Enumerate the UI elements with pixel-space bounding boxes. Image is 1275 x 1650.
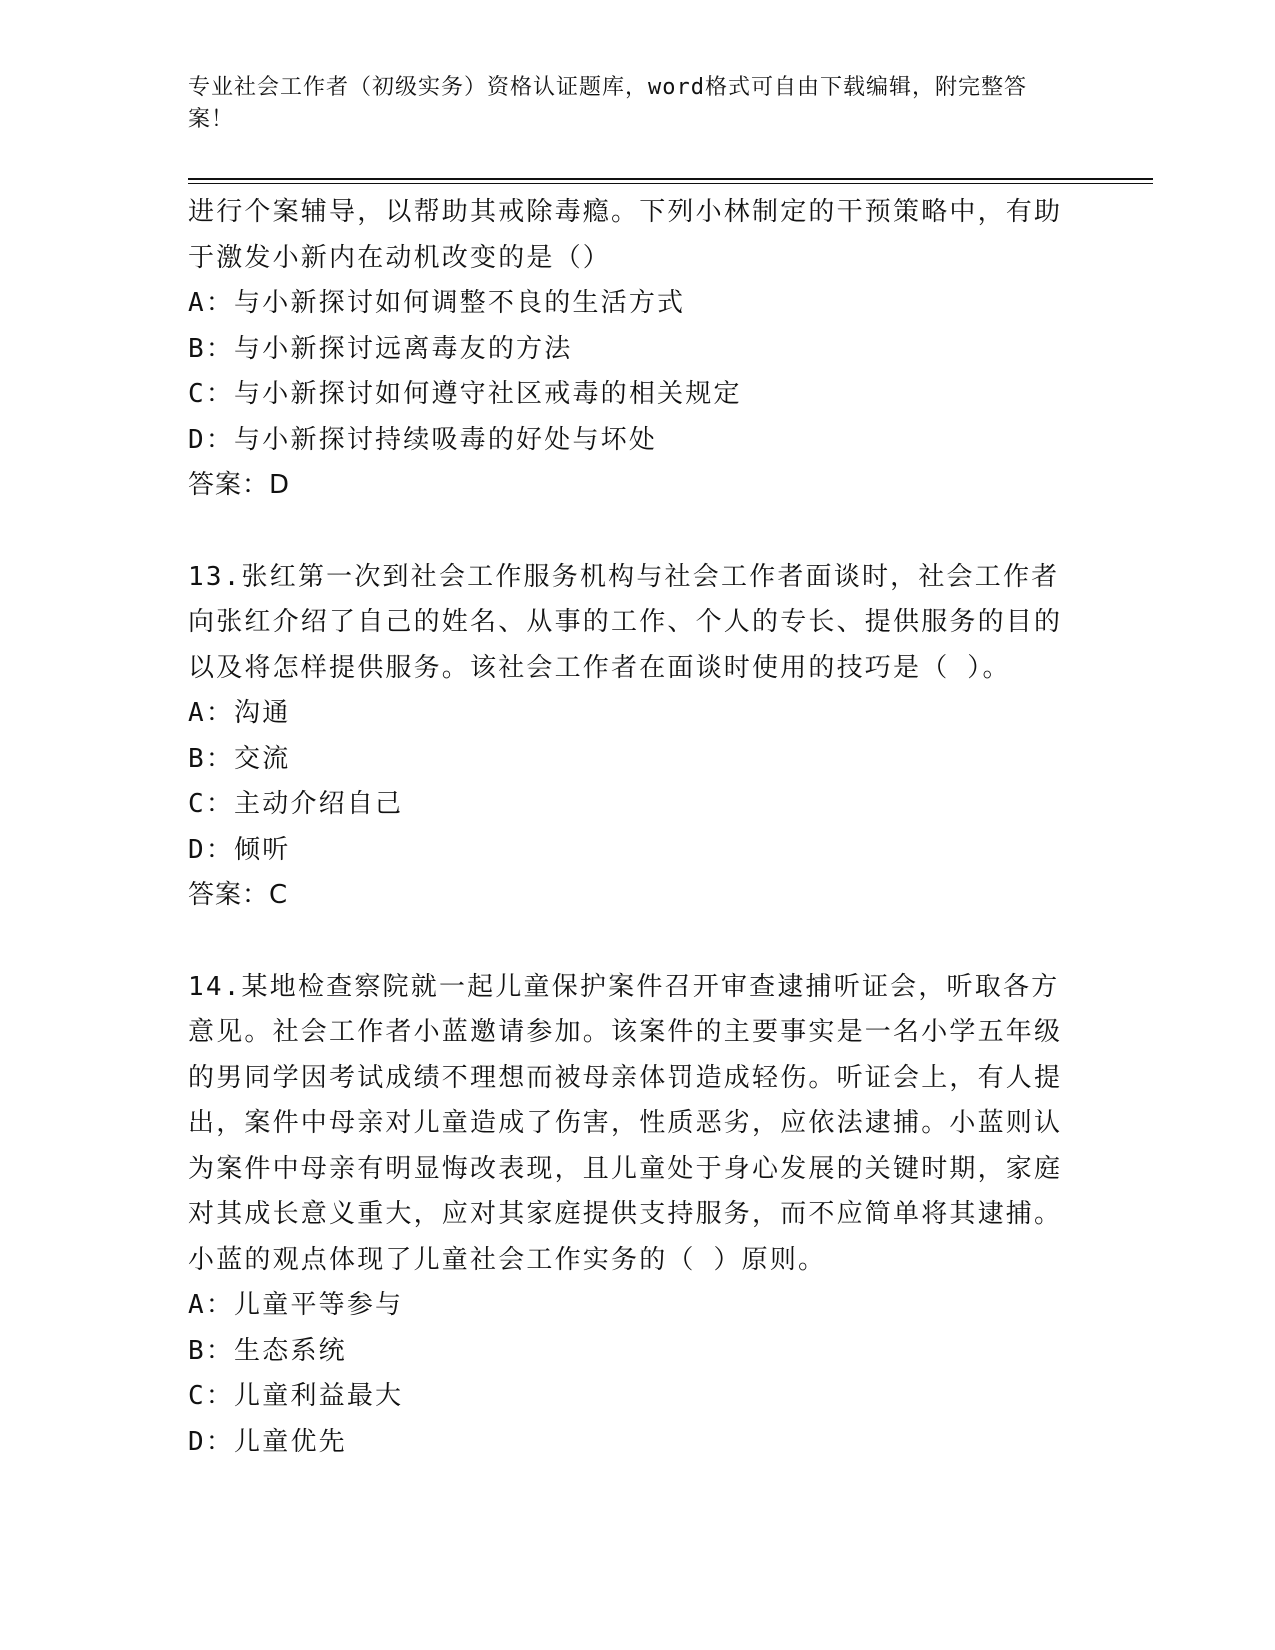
option-c: C：主动介绍自己 [188,789,404,819]
page-header: 专业社会工作者（初级实务）资格认证题库，word格式可自由下载编辑，附完整答案！ [188,75,1027,132]
question-block [188,190,1078,509]
question-stem: 14.某地检查察院就一起儿童保护案件召开审查逮捕听证会，听取各方意见。社会工作者小蓝邀请参加。该案件的主要事实是一名小学五年级的男同学因考试成绩不理想而被母亲体罚造成轻伤。听证会上，有人提出，案件中母亲对儿童造成了伤害，性质恶劣，应依法逮捕。小蓝则认为案件中母亲有明显悔改表现，且儿童处于身心发展的关键时期，家庭对其成长意义重大，应对其家庭提供支持服务，而不应简单将其逮捕。小蓝的观点体现了儿童社会工作实务的（ ）原则。 [188,971,1063,1275]
question-stem: 进行个案辅导，以帮助其戒除毒瘾。下列小林制定的干预策略中，有助于激发小新内在动机改变的是（） [188,197,1063,273]
option-d: D：倾听 [188,834,291,865]
option-d: D：与小新探讨持续吸毒的好处与坏处 [188,424,658,455]
option-b: B：交流 [188,743,291,774]
option-d: D：儿童优先 [188,1426,347,1457]
option-b: B：与小新探讨远离毒友的方法 [188,333,573,364]
option-c: C：与小新探讨如何遵守社区戒毒的相关规定 [188,379,742,409]
answer-line: 答案：C [188,880,289,910]
question-stem: 13.张红第一次到社会工作服务机构与社会工作者面谈时，社会工作者向张红介绍了自己的姓名、从事的工作、个人的专长、提供服务的目的以及将怎样提供服务。该社会工作者在面谈时使用的技巧是（ ）。 [188,561,1063,683]
option-a: A：与小新探讨如何调整不良的生活方式 [188,288,686,318]
spacer [188,919,1078,965]
answer-line: 答案：D [188,470,291,500]
question-block [188,965,1078,1466]
header-rule-thin [188,183,1153,184]
header-rule-thick [188,178,1153,180]
spacer [188,509,1078,555]
option-a: A：沟通 [188,698,291,728]
option-b: B：生态系统 [188,1335,347,1366]
question-block [188,555,1078,919]
option-a: A：儿童平等参与 [188,1290,404,1320]
question-content [188,190,1078,1465]
option-c: C：儿童利益最大 [188,1381,404,1411]
